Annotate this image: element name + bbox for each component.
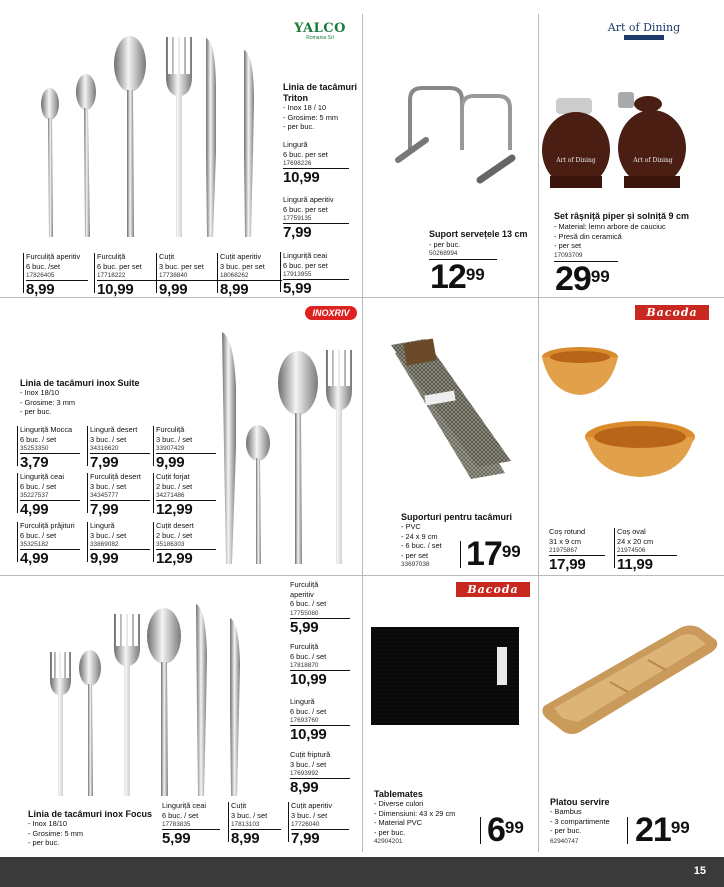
item-code: 35227537 bbox=[20, 492, 49, 499]
product-title: Set râșniță piper și solniță 9 cm bbox=[554, 211, 690, 221]
price-bar bbox=[153, 522, 154, 562]
item-label: Cuțit friptură 3 buc. / set bbox=[290, 750, 331, 769]
price-item bbox=[283, 251, 355, 297]
price-item bbox=[97, 252, 165, 298]
item-price: 12,99 bbox=[156, 501, 193, 518]
item-label: Lingură 6 buc. per set bbox=[283, 140, 328, 159]
bamboo-tray-image bbox=[540, 620, 720, 740]
item-code: 17698226 bbox=[283, 160, 312, 167]
napkin-holder-image bbox=[390, 80, 530, 190]
item-price: 11,99 bbox=[617, 556, 653, 573]
cutlery-image bbox=[210, 328, 360, 568]
price-bar bbox=[156, 253, 157, 293]
price-item bbox=[290, 642, 356, 688]
item-code: 18068262 bbox=[220, 272, 249, 279]
item-label: Cuțit 3 buc. per set bbox=[159, 252, 204, 271]
price-item bbox=[290, 580, 356, 636]
item-label: Cuțit aperitiv 3 buc. per set bbox=[220, 252, 265, 271]
item-code: 34316620 bbox=[90, 445, 119, 452]
pepper-salt-image bbox=[540, 86, 700, 196]
brand-logo-yalco: YALCO Romania Srl bbox=[294, 21, 346, 41]
item-label: Furculiță aperitiv 6 buc. / set bbox=[290, 580, 327, 608]
price-bar bbox=[17, 473, 18, 513]
item-code: 17813103 bbox=[231, 821, 260, 828]
item-code: 17726040 bbox=[291, 821, 320, 828]
item-label: Cuțit aperitiv 3 buc. / set bbox=[291, 801, 333, 820]
item-label: Furculiță desert 3 buc. / set bbox=[90, 472, 141, 491]
item-price: 7,99 bbox=[283, 224, 312, 241]
product-specs: - per buc. bbox=[429, 240, 461, 249]
price-display: $6^{99}$ bbox=[487, 811, 524, 849]
price-item bbox=[290, 750, 356, 796]
price-item bbox=[90, 425, 156, 471]
item-label: Furculiță 3 buc. / set bbox=[156, 425, 193, 444]
item-code: 17718222 bbox=[97, 272, 126, 279]
product-title: Linia de tacâmuri inox Focus bbox=[28, 809, 153, 819]
item-label: Coș rotund 31 x 9 cm bbox=[549, 527, 586, 546]
price-bar bbox=[23, 253, 24, 293]
product-code: 50268994 bbox=[429, 250, 458, 257]
item-price: 10,99 bbox=[97, 281, 134, 298]
item-label: Cuțit 3 buc. / set bbox=[231, 801, 268, 820]
item-code: 34271486 bbox=[156, 492, 185, 499]
product-specs: - PVC - 24 x 9 cm - 6 buc. / set - per set bbox=[401, 522, 442, 560]
item-price: 10,99 bbox=[283, 169, 320, 186]
price-item bbox=[156, 425, 222, 471]
item-label: Furculiță 6 buc. / set bbox=[290, 642, 327, 661]
price-item bbox=[231, 801, 287, 847]
item-label: Coș oval 24 x 20 cm bbox=[617, 527, 654, 546]
page-footer bbox=[0, 857, 724, 887]
item-price: 7,99 bbox=[291, 830, 320, 847]
price-display: $29^{99}$ bbox=[555, 260, 610, 298]
item-code: 17693760 bbox=[290, 717, 319, 724]
item-price: 5,99 bbox=[290, 618, 319, 636]
item-price: 8,99 bbox=[231, 830, 260, 847]
item-code: 35325182 bbox=[20, 541, 49, 548]
item-code: 21974506 bbox=[617, 547, 646, 554]
column-divider bbox=[362, 14, 363, 852]
price-item bbox=[283, 140, 355, 186]
product-title: Platou servire bbox=[550, 797, 610, 807]
item-price: 4,99 bbox=[20, 550, 49, 567]
product-title: Tablemates bbox=[374, 789, 423, 799]
product-specs: - Inox 18/10 - Grosime: 5 mm - per buc. bbox=[28, 819, 84, 847]
item-label: Linguriță ceai 6 buc. / set bbox=[20, 472, 64, 491]
price-item bbox=[26, 252, 94, 298]
item-price: 4,99 bbox=[20, 501, 49, 518]
price-bar bbox=[87, 522, 88, 562]
product-title: Suport servețele 13 cm bbox=[429, 229, 528, 239]
item-price: 8,99 bbox=[220, 281, 249, 298]
price-display: $12^{99}$ bbox=[430, 258, 485, 296]
brand-logo-bacoda: Bacoda bbox=[635, 305, 709, 320]
product-specs: - Inox 18/10 - Grosime: 3 mm - per buc. bbox=[20, 388, 76, 416]
price-bar bbox=[17, 426, 18, 466]
price-item bbox=[162, 801, 226, 847]
brand-logo-art-of-dining: Art of Dining bbox=[598, 22, 690, 44]
item-code: 17693992 bbox=[290, 770, 319, 777]
item-price: 8,99 bbox=[290, 779, 319, 796]
item-price: 5,99 bbox=[283, 280, 312, 297]
item-price: 7,99 bbox=[90, 454, 119, 471]
price-bar bbox=[153, 473, 154, 513]
price-display: $17^{99}$ bbox=[466, 535, 521, 573]
item-label: Lingură desert 3 buc. / set bbox=[90, 425, 138, 444]
price-item bbox=[90, 472, 156, 518]
item-code: 33907429 bbox=[156, 445, 185, 452]
price-bar bbox=[87, 426, 88, 466]
item-price: 10,99 bbox=[290, 726, 327, 743]
price-item bbox=[290, 697, 356, 743]
price-item bbox=[90, 521, 156, 567]
item-price: 8,99 bbox=[26, 281, 55, 298]
item-code: 33869082 bbox=[90, 541, 119, 548]
placemat-image bbox=[371, 627, 519, 725]
cutlery-image bbox=[30, 32, 270, 242]
product-title: Linia de tacâmuri inox Suite bbox=[20, 378, 140, 388]
item-label: Furculiță prăjituri 6 buc. / set bbox=[20, 521, 75, 540]
item-price: 17,99 bbox=[549, 556, 586, 573]
brand-logo-inoxriv: INOXRIV bbox=[305, 306, 357, 320]
item-label: Linguriță ceai 6 buc. / set bbox=[162, 801, 206, 820]
brand-logo-bacoda: Bacoda bbox=[456, 582, 530, 597]
svg-text:Art of Dining: Art of Dining bbox=[633, 157, 673, 164]
item-code: 17818870 bbox=[290, 662, 319, 669]
item-label: Lingură 3 buc. / set bbox=[90, 521, 127, 540]
column-divider bbox=[538, 14, 539, 852]
price-bar bbox=[153, 426, 154, 466]
item-code: 17913955 bbox=[283, 271, 312, 278]
price-item bbox=[291, 801, 355, 847]
item-label: Lingură aperitiv 6 buc. per set bbox=[283, 195, 334, 214]
price-item bbox=[617, 527, 687, 573]
price-bar bbox=[94, 253, 95, 293]
row-divider bbox=[0, 575, 724, 576]
item-code: 21975867 bbox=[549, 547, 578, 554]
price-item bbox=[156, 521, 222, 567]
product-code: 42904201 bbox=[374, 838, 403, 845]
item-code: 17826405 bbox=[26, 272, 55, 279]
product-title: Suporturi pentru tacâmuri bbox=[401, 512, 513, 522]
price-item bbox=[20, 472, 86, 518]
item-code: 17783835 bbox=[162, 821, 191, 828]
svg-text:Art of Dining: Art of Dining bbox=[556, 157, 596, 164]
price-item bbox=[20, 521, 86, 567]
price-item bbox=[156, 472, 222, 518]
item-price: 9,99 bbox=[90, 550, 119, 567]
item-price: 7,99 bbox=[90, 501, 119, 518]
item-label: Linguriță Mocca 6 buc. / set bbox=[20, 425, 73, 444]
item-label: Furculiță aperitiv 6 buc. /set bbox=[26, 252, 81, 271]
price-bar bbox=[288, 802, 289, 842]
price-display: $21^{99}$ bbox=[635, 811, 690, 849]
product-specs: - Diverse culori - Dimensiuni: 43 x 29 cm - Material PVC - per buc. bbox=[374, 799, 456, 837]
product-specs: - Inox 18 / 10 - Grosime: 5 mm - per buc. bbox=[283, 103, 339, 131]
price-bar bbox=[228, 802, 229, 842]
product-title: Linia de tacâmuri Triton bbox=[283, 82, 358, 103]
product-specs: - Material: lemn arbore de cauciuc - Presă din ceramică - per set bbox=[554, 222, 666, 250]
cutlery-holders-image bbox=[385, 335, 515, 505]
price-bar bbox=[87, 473, 88, 513]
product-code: 62940747 bbox=[550, 838, 579, 845]
item-label: Cuțit desert 2 buc. / set bbox=[156, 521, 194, 540]
price-bar bbox=[614, 528, 615, 568]
item-code: 17759135 bbox=[283, 215, 312, 222]
item-price: 10,99 bbox=[290, 671, 327, 688]
price-item bbox=[549, 527, 611, 573]
price-bar bbox=[217, 253, 218, 293]
price-item bbox=[20, 425, 86, 471]
price-bar bbox=[17, 522, 18, 562]
item-code: 17738840 bbox=[159, 272, 188, 279]
item-price: 9,99 bbox=[159, 281, 188, 298]
item-label: Cuțit forjat 2 buc. / set bbox=[156, 472, 193, 491]
item-price: 12,99 bbox=[156, 550, 193, 567]
product-code: 33697038 bbox=[401, 561, 430, 568]
item-label: Furculiță 6 buc. per set bbox=[97, 252, 142, 271]
item-label: Linguriță ceai 6 buc. per set bbox=[283, 251, 328, 270]
item-code: 17755080 bbox=[290, 609, 319, 617]
item-price: 5,99 bbox=[162, 830, 191, 847]
item-code: 35186303 bbox=[156, 541, 185, 548]
cutlery-image bbox=[44, 600, 254, 800]
product-specs: - Bambus - 3 compartimente - per buc. bbox=[550, 807, 610, 835]
price-item bbox=[220, 252, 288, 298]
baskets-image bbox=[540, 345, 720, 495]
product-code: 17093709 bbox=[554, 252, 583, 259]
item-price: 3,79 bbox=[20, 454, 49, 471]
item-price: 9,99 bbox=[156, 454, 185, 471]
price-item bbox=[283, 195, 355, 241]
page-number: 15 bbox=[693, 865, 706, 877]
item-label: Lingură 6 buc. / set bbox=[290, 697, 327, 716]
item-code: 35253350 bbox=[20, 445, 49, 452]
item-code: 34345777 bbox=[90, 492, 119, 499]
